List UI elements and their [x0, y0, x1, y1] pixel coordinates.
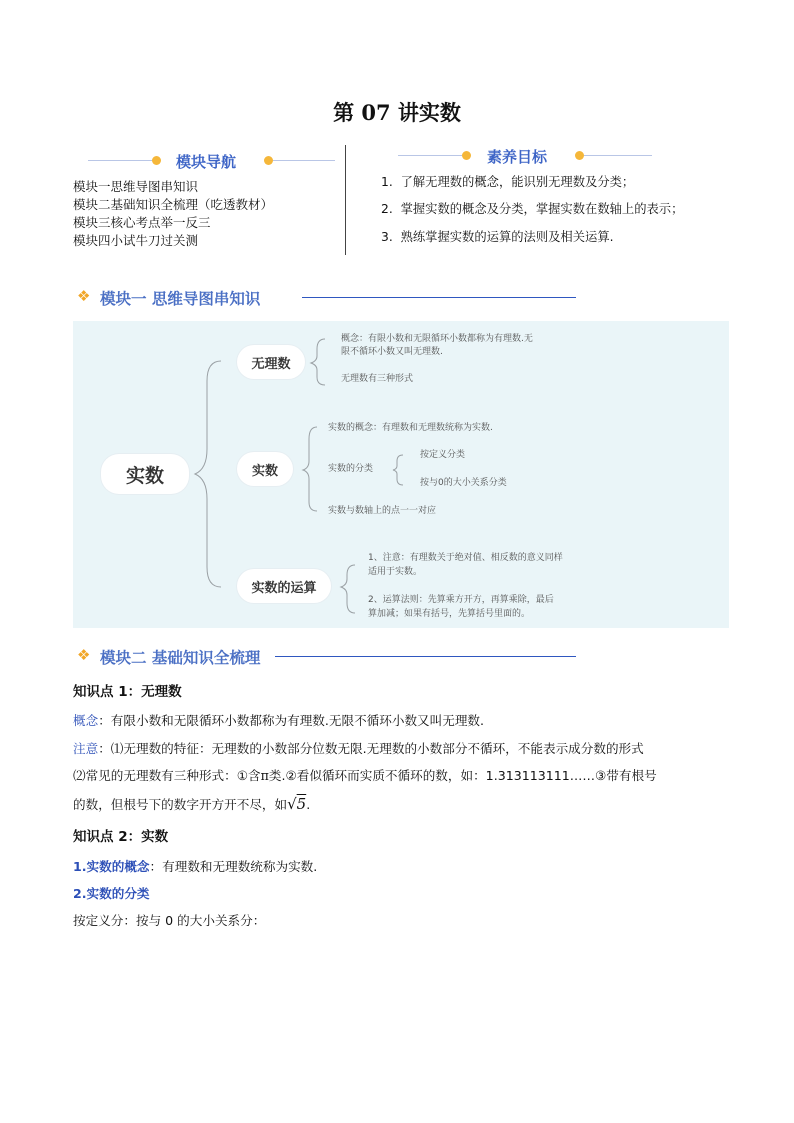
goal-text: 熟练掌握实数的运算的法则及相关运算. [400, 230, 614, 244]
mindmap-real-by-def: 按定义分类 [420, 450, 466, 460]
kp1-line2 [73, 765, 657, 784]
goal-num: 1. [381, 175, 393, 189]
mindmap-real-classify: 实数的分类 [328, 464, 374, 474]
nav-item-3[interactable]: 模块三核心考点举一反三 [73, 215, 211, 230]
diamond-icon: ❖ [77, 287, 91, 305]
kp1-line3-a: 的数，但根号下的数字开方开不尽，如 [73, 797, 288, 812]
mindmap-irrational-line1: 概念：有限小数和无限循环小数都称为有理数.无 [341, 334, 533, 344]
mindmap-real-node: 实数 [237, 452, 293, 486]
goals-header: 素养目标 [487, 148, 548, 166]
kp1-concept [73, 710, 484, 729]
kp1-concept-text: ：有限小数和无限循环小数都称为有理数.无限不循环小数又叫无理数. [98, 713, 485, 728]
mindmap-ops-l3: 2、运算法则：先算乘方开方，再算乘除，最后 [368, 595, 554, 605]
kp1-line2-a: ⑵常见的无理数有三种形式：①含 [73, 768, 261, 783]
nav-item-1[interactable]: 模块一思维导图串知识 [73, 179, 199, 194]
pi-symbol: π [260, 768, 269, 783]
kp2-item2-label: 2.实数的分类 [73, 886, 150, 901]
goal-item-1 [381, 174, 634, 191]
mindmap-irrational-line3: 无理数有三种形式 [341, 374, 414, 384]
goal-num: 2. [381, 202, 393, 216]
mindmap-ops-node: 实数的运算 [237, 569, 331, 603]
kp1-note-label: 注意 [73, 741, 99, 756]
page-title: 第 07 讲实数 [333, 100, 461, 125]
mindmap-real-axis: 实数与数轴上的点一一对应 [328, 506, 437, 516]
mindmap-ops-l2: 适用于实数。 [368, 567, 423, 577]
goal-text: 了解无理数的概念，能识别无理数及分类； [400, 175, 635, 189]
kp1-note-text: ：⑴无理数的特征：无理数的小数部分位数无限.无理数的小数部分不循环，不能表示成分数的形式 [98, 741, 644, 756]
mindmap-irrational-line2: 限不循环小数又叫无理数. [341, 347, 443, 357]
kp2-title: 知识点 2：实数 [73, 829, 169, 845]
goals-header-dot-right [575, 151, 584, 160]
sqrt-icon: √5 [287, 795, 307, 813]
kp1-line3 [73, 794, 310, 813]
kp2-item1-label: 1.实数的概念 [73, 859, 150, 874]
nav-header: 模块导航 [176, 153, 237, 171]
mindmap-root-node: 实数 [101, 454, 189, 494]
goal-item-2 [381, 201, 683, 218]
goals-header-line-right [584, 155, 652, 156]
nav-header-line-left [88, 160, 152, 161]
kp1-line3-b: . [306, 797, 311, 812]
kp1-concept-label: 概念 [73, 713, 99, 728]
kp2-item1 [73, 856, 317, 875]
kp1-line2-b: 类.②看似循环而实质不循环的数，如：1.313113111……③带有根号 [268, 768, 657, 783]
nav-header-line-right [273, 160, 335, 161]
section1-title: 模块一 思维导图串知识 [100, 290, 261, 308]
mindmap-ops-l1: 1、注意：有理数关于绝对值、相反数的意义同样 [368, 553, 563, 563]
section2-underline [275, 656, 576, 657]
kp1-title: 知识点 1：无理数 [73, 684, 182, 700]
kp2-item3: 按定义分：按与 0 的大小关系分： [73, 913, 266, 928]
goal-num: 3. [381, 230, 393, 244]
section2-title: 模块二 基础知识全梳理 [100, 649, 261, 667]
goal-item-3 [381, 229, 614, 246]
goals-header-line-left [398, 155, 462, 156]
header-divider [345, 145, 346, 255]
mindmap [73, 321, 729, 628]
mindmap-real-concept: 实数的概念：有理数和无理数统称为实数. [328, 423, 493, 433]
nav-item-2[interactable]: 模块二基础知识全梳理（吃透教材） [73, 197, 274, 212]
kp1-note [73, 738, 644, 757]
kp2-item1-text: ：有理数和无理数统称为实数. [149, 859, 318, 874]
diamond-icon: ❖ [77, 646, 91, 664]
mindmap-irrational-node: 无理数 [237, 345, 305, 379]
nav-header-dot-right [264, 156, 273, 165]
nav-item-4[interactable]: 模块四小试牛刀过关测 [73, 233, 199, 248]
sqrt-radicand: 5 [296, 795, 307, 813]
kp2-item2 [73, 883, 150, 902]
mindmap-ops-l4: 算加减；如果有括号，先算括号里面的。 [368, 609, 531, 619]
goals-header-dot-left [462, 151, 471, 160]
section1-underline [302, 297, 576, 298]
goal-text: 掌握实数的概念及分类，掌握实数在数轴上的表示； [400, 202, 684, 216]
mindmap-real-by-zero: 按与0的大小关系分类 [420, 478, 507, 488]
nav-header-dot-left [152, 156, 161, 165]
